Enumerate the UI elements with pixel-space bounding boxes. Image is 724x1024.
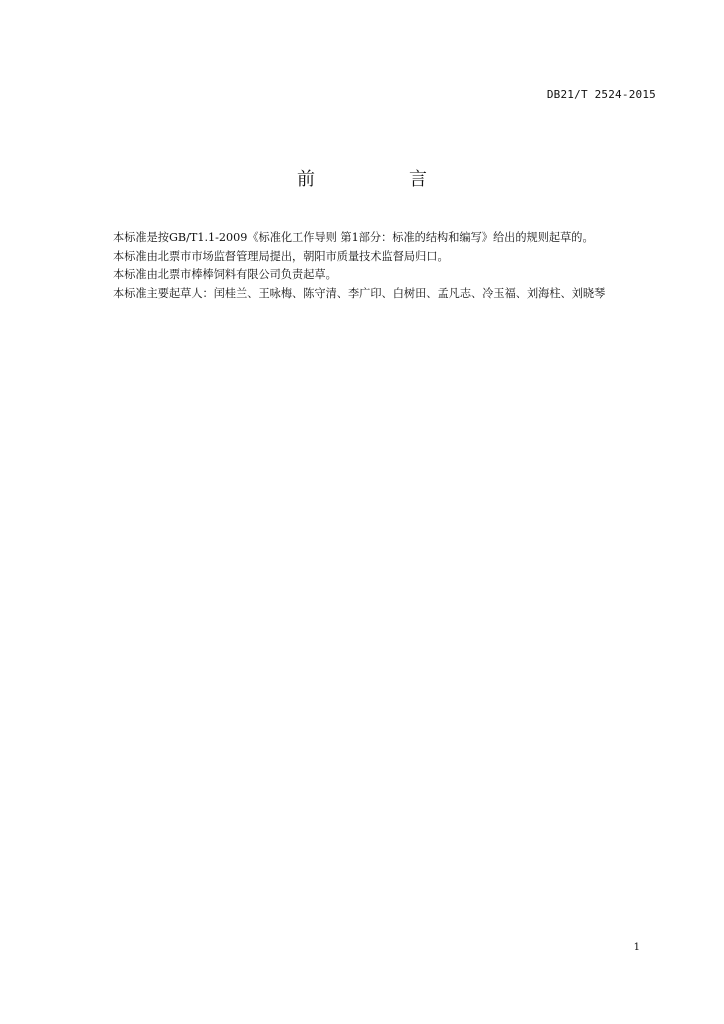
paragraph-proposer: 本标准由北票市市场监督管理局提出，朝阳市质量技术监督局归口。: [113, 249, 449, 263]
preface-body: [87, 229, 657, 303]
paragraph-drafting-rules: 本标准是按GB/T1.1-2009《标准化工作导则 第1部分：标准的结构和编写》给出的规则起草的。: [113, 231, 594, 244]
paragraph-drafting-organization: 本标准由北票市棒棒饲料有限公司负责起草。: [113, 268, 337, 281]
document-code: DB21/T 2524-2015: [546, 88, 656, 101]
page-number: 1: [633, 942, 640, 953]
paragraph-drafters: 本标准主要起草人：闰桂兰、王咏梅、陈守清、李广印、白树田、孟凡志、冷玉福、刘海柱、刘晓琴: [113, 286, 606, 300]
preface-title: 前 言: [297, 169, 465, 190]
